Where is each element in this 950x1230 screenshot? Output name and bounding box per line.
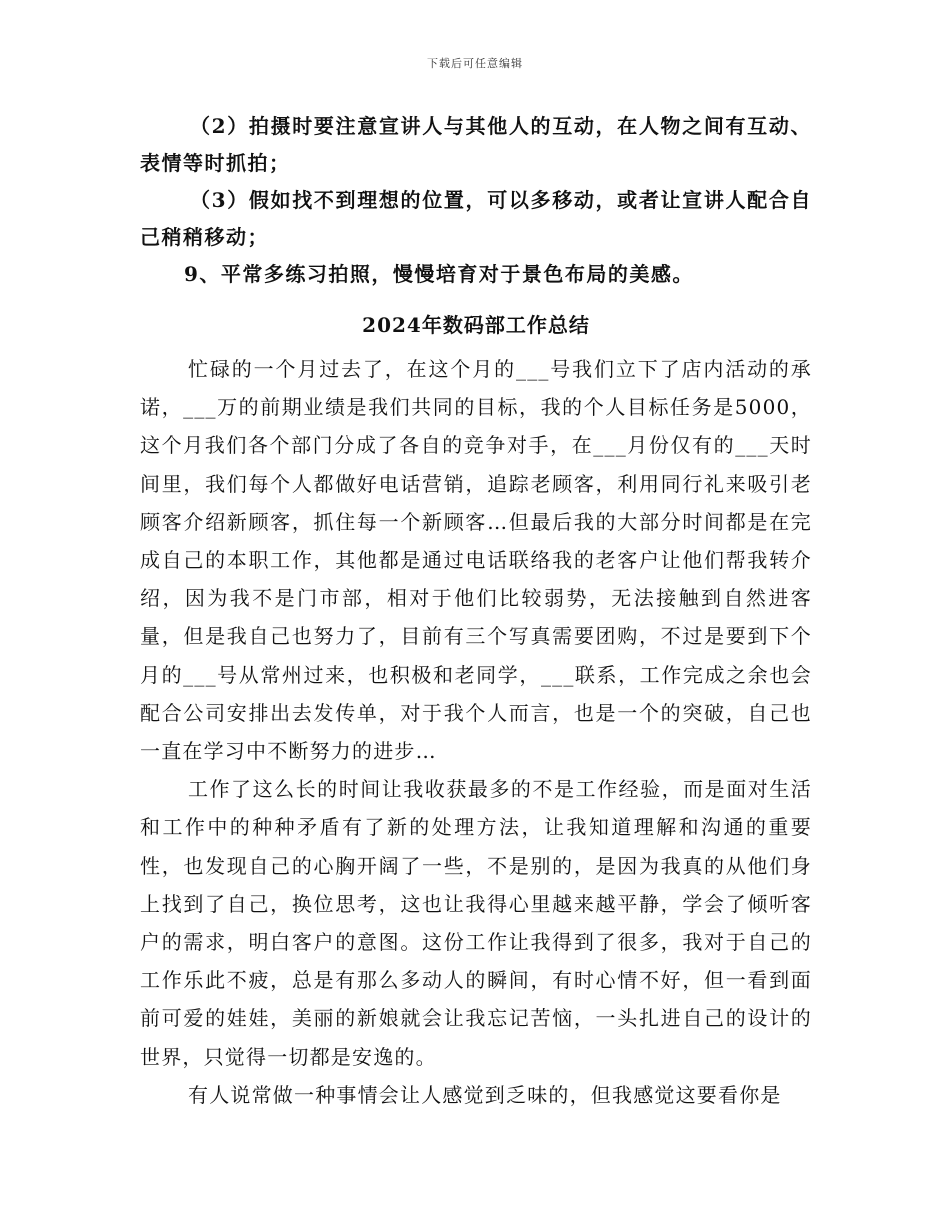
- intro-item-9: 9、平常多练习拍照，慢慢培育对于景色布局的美感。: [184, 262, 694, 286]
- header-note: 下载后可任意编辑: [427, 57, 523, 70]
- paragraph: 忙碌的一个月过去了，在这个月的___号我们立下了店内活动的承诺，___万的前期业绩是我们共同的目标，我的个人目标任务是5000，这个月我们各个部门分成了各自的竞争对手，在___月份仅有的___天时间里，我们每个人都做好电话营销，追踪老顾客，利用同行礼来吸引老顾客介绍新顾客，抓住每一个新顾客…但最后我的大部分时间都是在完成自己的本职工作，其他都是通过电话联络我的老客户让他们帮我转介绍，因为我不是门市部，相对于他们比较弱势，无法接触到自然进客量，但是我自己也努力了，目前有三个写真需要团购，不过是要到下个月的___号从常州过来，也积极和老同学，___联系，工作完成之余也会配合公司安排出去发传单，对于我个人而言，也是一个的突破，自己也一直在学习中不断努力的进步…: [140, 357, 812, 764]
- document-title: 2024年数码部工作总结: [362, 313, 590, 337]
- paragraph: 工作了这么长的时间让我收获最多的不是工作经验，而是面对生活和工作中的种种矛盾有了新的处理方法，让我知道理解和沟通的重要性，也发现自己的心胸开阔了一些，不是别的，是因为我真的从他们身上找到了自己，换位思考，这也让我得心里越来越平静，学会了倾听客户的需求，明白客户的意图。这份工作让我得到了很多，我对于自己的工作乐此不疲，总是有那么多动人的瞬间，有时心情不好，但一看到面前可爱的娃娃，美丽的新娘就会让我忘记苦恼，一头扎进自己的设计的世界，只觉得一切都是安逸的。: [140, 777, 812, 1069]
- document-body: [140, 108, 812, 1114]
- intro-item-3: （3）假如找不到理想的位置，可以多移动，或者让宣讲人配合自己稍稍移动；: [140, 188, 812, 249]
- paragraph: 有人说常做一种事情会让人感觉到乏味的，但我感觉这要看你是: [188, 1082, 782, 1107]
- intro-item-2: （2）拍摄时要注意宣讲人与其他人的互动，在人物之间有互动、表情等时抓拍；: [140, 114, 812, 175]
